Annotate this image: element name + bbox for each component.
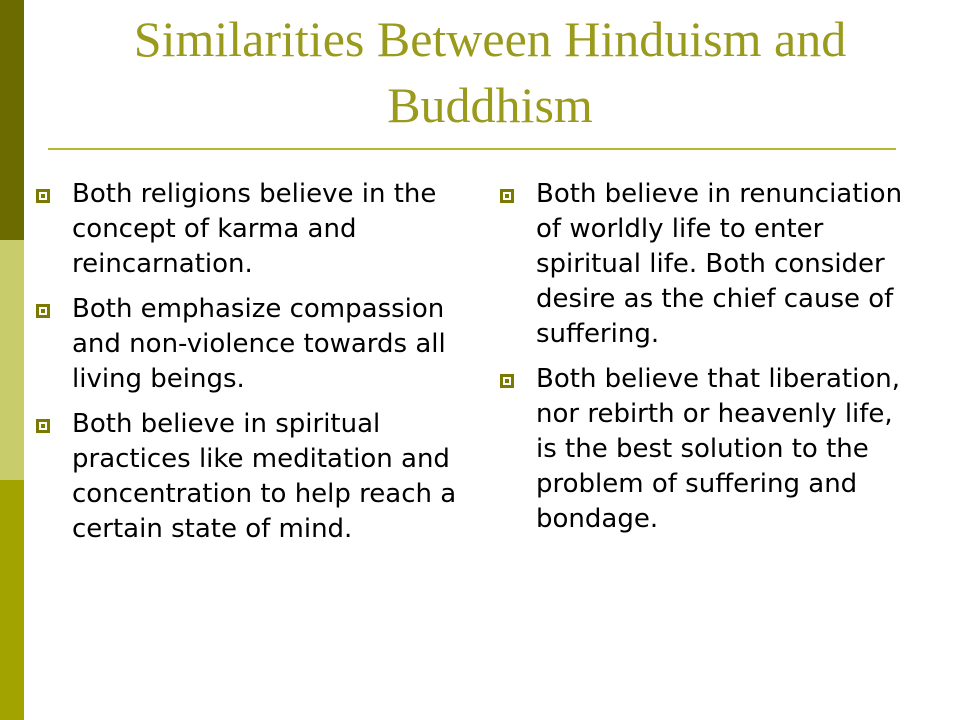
list-item <box>36 292 466 397</box>
list-item-text: Both believe that liberation, nor rebirth or heavenly life, is the best solution to the problem of suffering and bondage. <box>536 364 900 534</box>
left-bullet-list <box>36 177 466 557</box>
list-item-text: Both emphasize compassion and non-violence towards all living beings. <box>72 294 446 394</box>
square-bullet-icon <box>36 419 50 433</box>
title-underline <box>48 148 896 150</box>
right-bullet-list <box>500 177 910 547</box>
list-item <box>500 362 910 537</box>
list-item-text: Both religions believe in the concept of karma and reincarnation. <box>72 179 437 279</box>
square-bullet-icon <box>36 189 50 203</box>
square-bullet-icon <box>500 189 514 203</box>
side-bar-middle <box>0 240 24 480</box>
list-item <box>36 177 466 282</box>
list-item-text: Both believe in spiritual practices like meditation and concentration to help reach a certain state of mind. <box>72 409 457 544</box>
list-item <box>36 407 466 547</box>
list-item-text: Both believe in renunciation of worldly life to enter spiritual life. Both consider desire as the chief cause of suffering. <box>536 179 903 349</box>
side-bar-bottom <box>0 480 24 720</box>
square-bullet-icon <box>500 374 514 388</box>
side-bar-top <box>0 0 24 240</box>
square-bullet-icon <box>36 304 50 318</box>
list-item <box>500 177 910 352</box>
slide-title: Similarities Between Hinduism and Buddhism <box>133 11 847 133</box>
